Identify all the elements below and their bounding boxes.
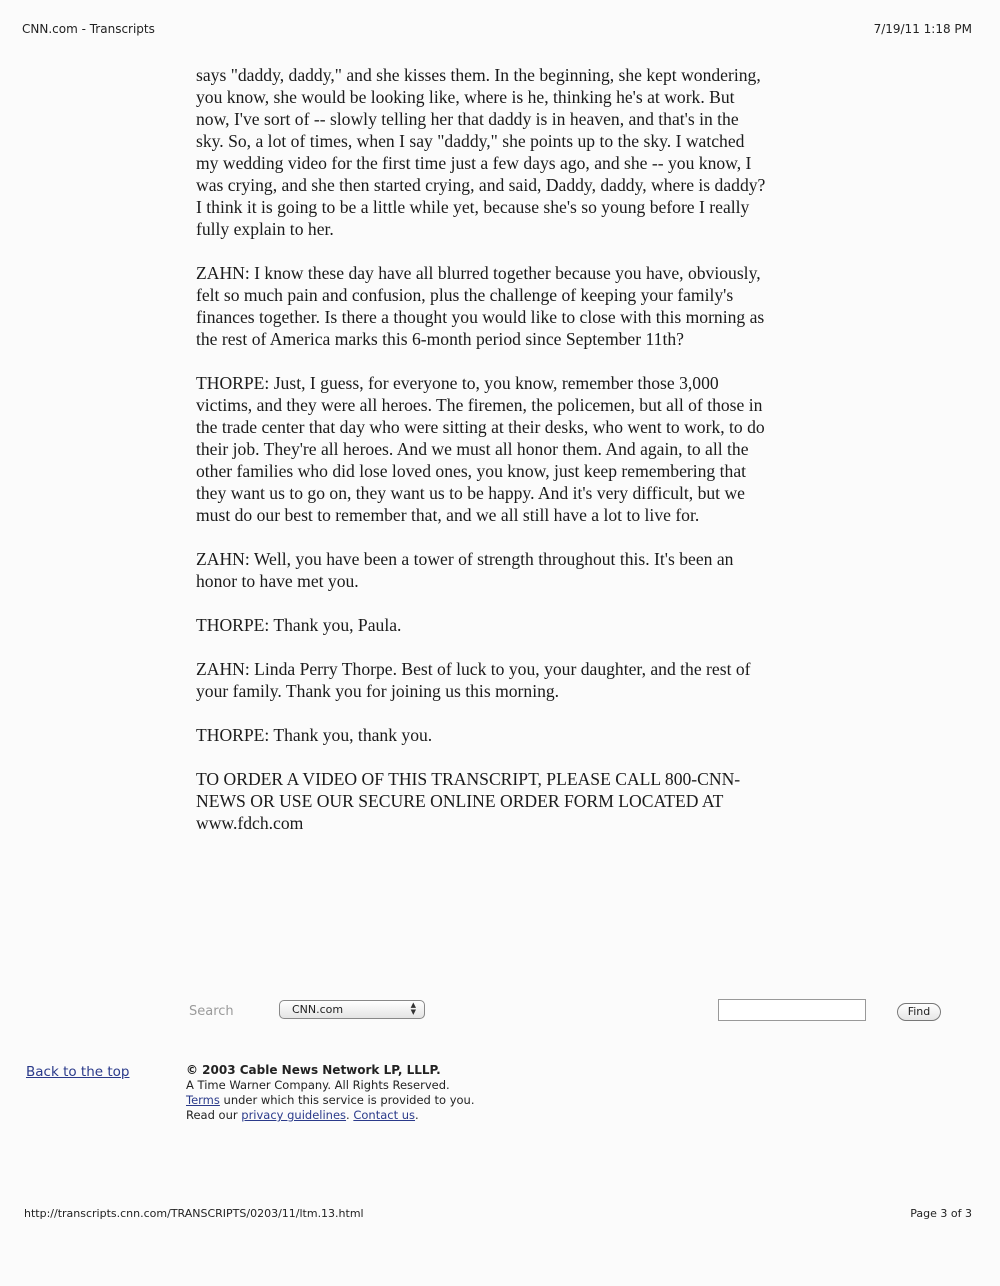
- print-footer-url: http://transcripts.cnn.com/TRANSCRIPTS/0203/11/ltm.13.html: [24, 1207, 364, 1220]
- footer-legal: [186, 1063, 474, 1123]
- transcript-paragraph: THORPE: Thank you, Paula.: [196, 615, 402, 635]
- transcript-paragraph: ZAHN: I know these day have all blurred together because you have, obviously, felt so much pain and confusion, plus the challenge of keeping your family's finances together. Is there a thought you would like to close with this morning as the rest of America marks this 6-month period since September 11th?: [196, 263, 765, 349]
- transcript-body: [196, 64, 766, 856]
- back-to-top-link[interactable]: Back to the top: [26, 1064, 130, 1080]
- order-video-notice: TO ORDER A VIDEO OF THIS TRANSCRIPT, PLEASE CALL 800-CNN-NEWS OR USE OUR SECURE ONLINE ORDER FORM LOCATED AT www.fdch.com: [196, 769, 741, 833]
- search-label: Search: [189, 1004, 234, 1019]
- company-line: A Time Warner Company. All Rights Reserved.: [186, 1078, 450, 1092]
- transcript-paragraph: THORPE: Thank you, thank you.: [196, 725, 433, 745]
- print-header-page-title: CNN.com - Transcripts: [22, 22, 155, 36]
- transcript-paragraph: THORPE: Just, I guess, for everyone to, you know, remember those 3,000 victims, and they were all heroes. The firemen, the policemen, but all of those in the trade center that day who were sitting at their desks, who went to work, to do their job. They're all heroes. And we must all honor them. And again, to all the other families who did lose loved ones, you know, just keep remembering that they want us to go on, they want us to be happy. And it's very difficult, but we must do our best to remember that, and we all still have a lot to live for.: [196, 373, 765, 525]
- terms-line: [186, 1093, 474, 1108]
- select-arrows-icon: ▲ ▼: [410, 1001, 416, 1016]
- search-scope-selected: CNN.com: [292, 1003, 344, 1016]
- terms-link[interactable]: Terms: [186, 1093, 220, 1107]
- print-header-datetime: 7/19/11 1:18 PM: [873, 22, 972, 36]
- transcript-paragraph: says "daddy, daddy," and she kisses them. In the beginning, she kept wondering, you know, she would be looking like, where is he, thinking he's at work. But now, I've sort of -- slowly telling her that daddy is in heaven, and that's in the sky. So, a lot of times, when I say "daddy," she points up to the sky. I watched my wedding video for the first time just a few days ago, and she -- you know, I was crying, and she then started crying, and said, Daddy, daddy, where is daddy? I think it is going to be a little while yet, because she's so young before I really fully explain to her.: [196, 65, 766, 239]
- contact-us-link[interactable]: Contact us: [353, 1108, 416, 1122]
- terms-text: under which this service is provided to you.: [219, 1093, 475, 1107]
- transcript-paragraph: ZAHN: Linda Perry Thorpe. Best of luck to you, your daughter, and the rest of your family. Thank you for joining us this morning.: [196, 659, 751, 701]
- print-footer-page-number: Page 3 of 3: [910, 1207, 972, 1220]
- copyright-notice: © 2003 Cable News Network LP, LLLP.: [186, 1063, 441, 1077]
- transcript-paragraph: ZAHN: Well, you have been a tower of strength throughout this. It's been an honor to have met you.: [196, 549, 734, 591]
- privacy-guidelines-link[interactable]: privacy guidelines: [241, 1108, 347, 1122]
- find-button[interactable]: Find: [897, 1003, 941, 1021]
- search-input[interactable]: [718, 999, 866, 1021]
- separator-text: .: [346, 1108, 354, 1122]
- end-period: .: [415, 1108, 419, 1122]
- search-scope-select[interactable]: [279, 1000, 425, 1019]
- privacy-line: [186, 1108, 474, 1123]
- read-our-text: Read our: [186, 1108, 242, 1122]
